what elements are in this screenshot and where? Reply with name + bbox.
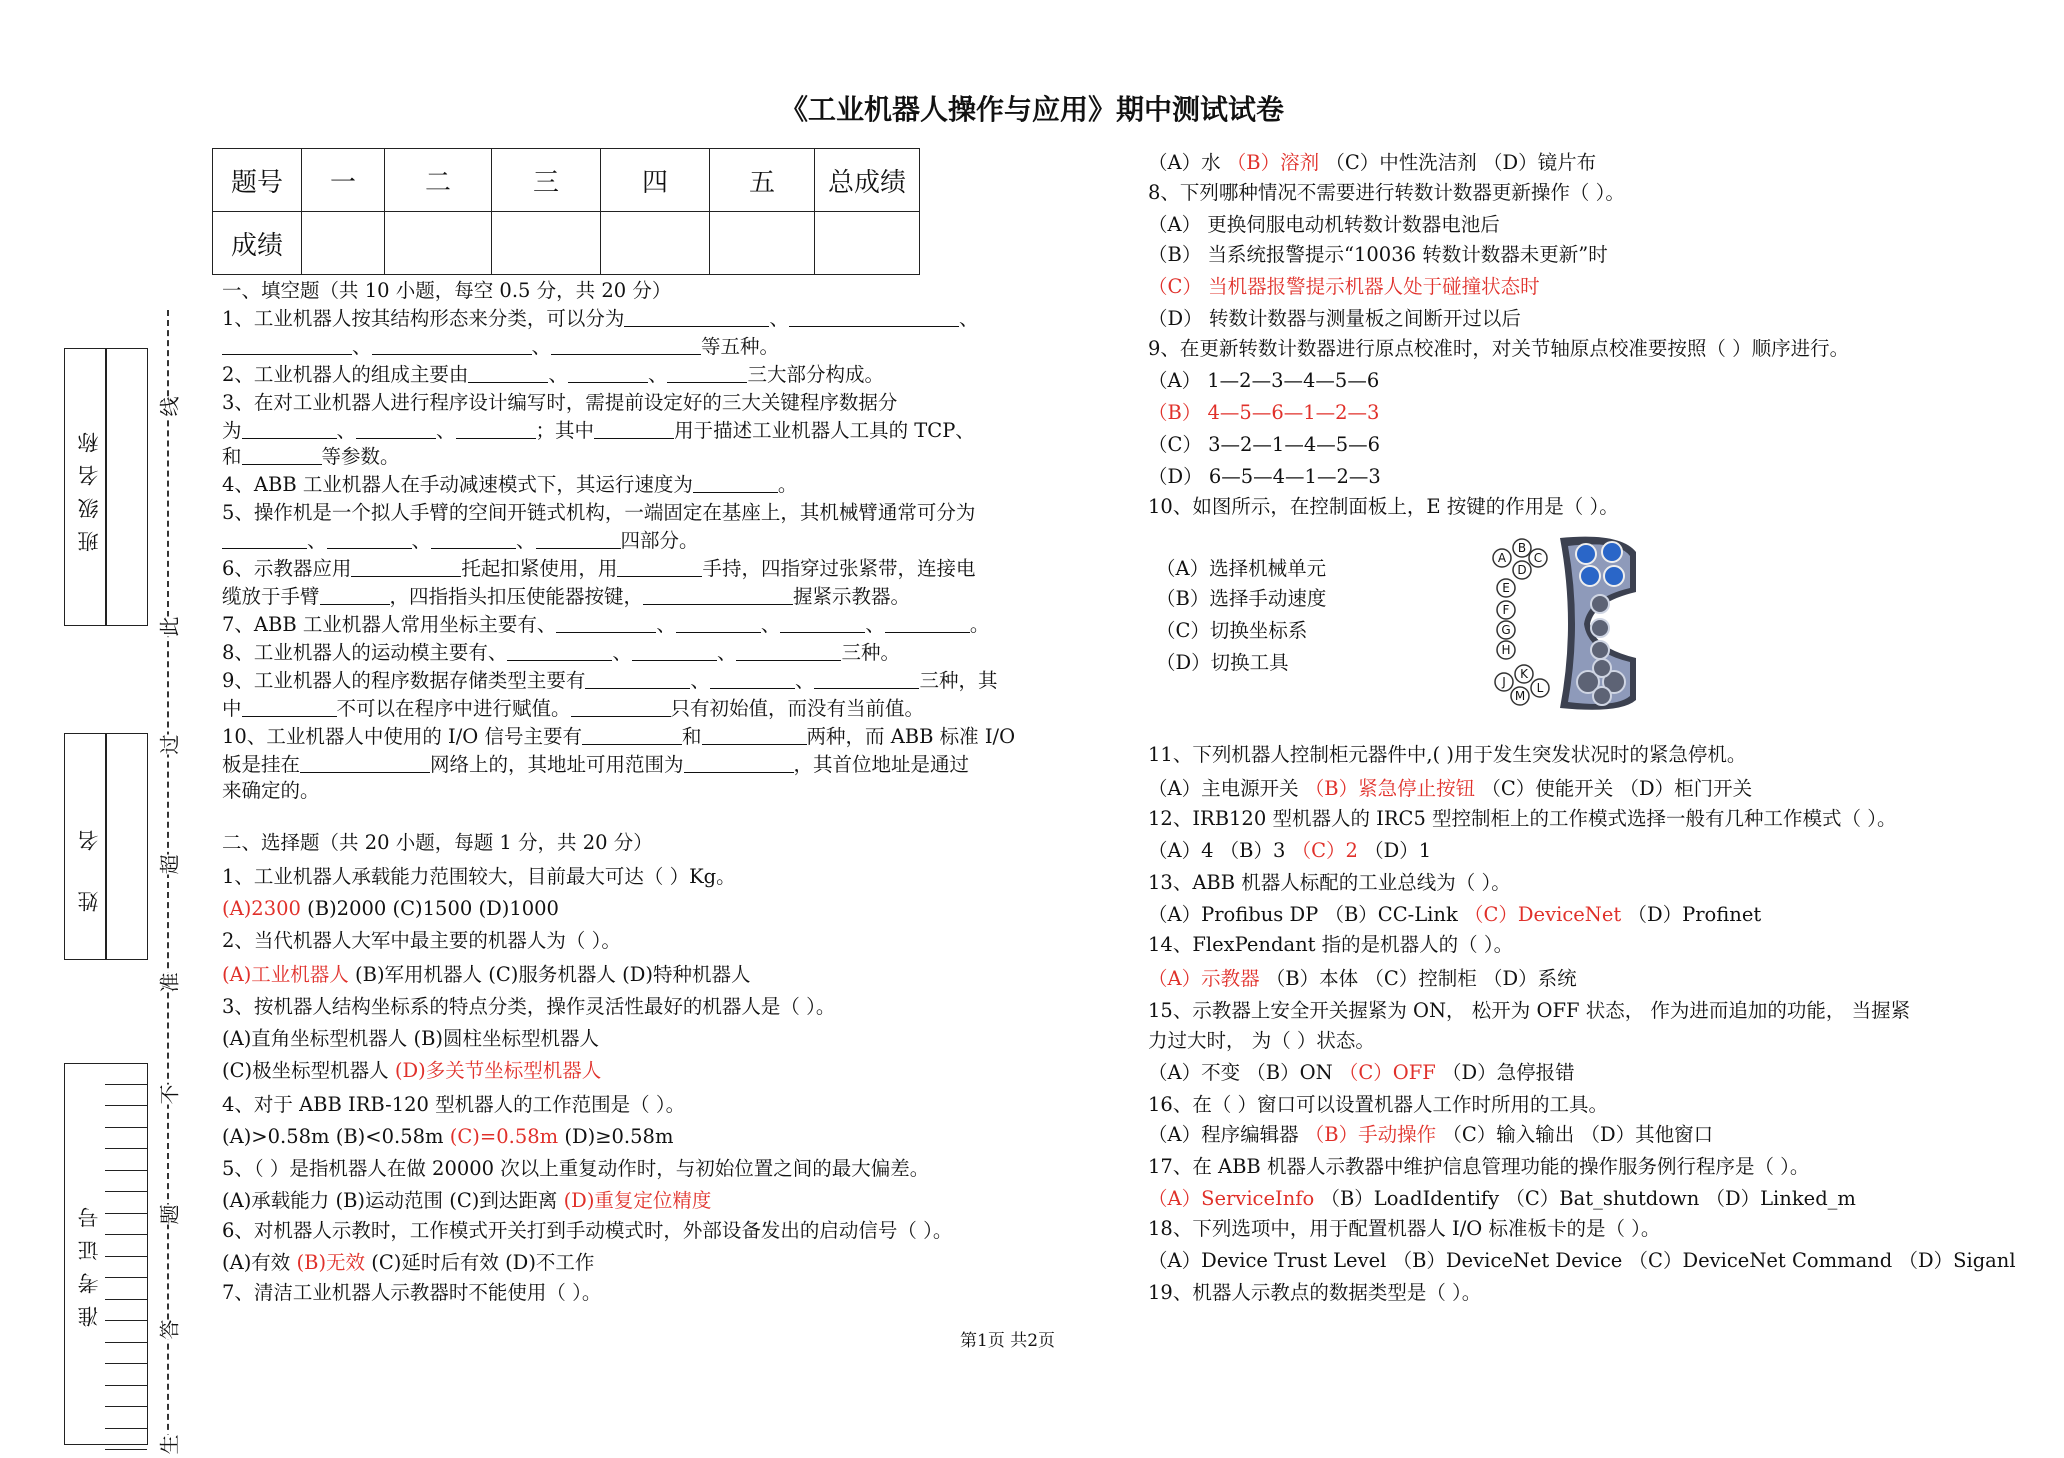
question-text: (A)直角坐标型机器人 (B)圆柱坐标型机器人 — [222, 1027, 600, 1050]
score-table-header-row — [213, 149, 920, 212]
question-text: （A） 1—2—3—4—5—6 — [1148, 369, 1380, 392]
panel-key-label: M — [1514, 689, 1526, 703]
binding-line-char: 生 — [152, 1435, 185, 1455]
text-line — [222, 1218, 952, 1244]
text-line — [222, 640, 900, 666]
fill-blank[interactable] — [242, 696, 337, 717]
text-line — [1148, 1092, 1608, 1118]
question-text: ；其中 — [535, 419, 595, 442]
question-text: 1、工业机器人承载能力范围较大，目前最大可达（ ）Kg。 — [222, 865, 736, 888]
binding-line-char: 不 — [152, 1085, 185, 1105]
answer-text: （C）2 — [1291, 839, 1358, 862]
question-text: 不可以在程序中进行赋值。 — [336, 697, 571, 720]
binding-line-char: 此 — [152, 617, 185, 637]
exam-title: 《工业机器人操作与应用》期中测试试卷 — [779, 93, 1284, 126]
question-text: (A)有效 — [222, 1251, 297, 1274]
fill-blank[interactable] — [431, 528, 516, 549]
name-label: 姓名 — [77, 790, 101, 912]
answer-text: （B）手动操作 — [1304, 1123, 1437, 1146]
exam-id-digit-cell[interactable] — [105, 1343, 147, 1365]
text-line — [222, 752, 969, 778]
question-text: 为 — [222, 419, 242, 442]
text-line — [1148, 274, 1540, 300]
text-line — [222, 778, 320, 804]
question-text: （C）中性洗洁剂 （D）镜片布 — [1319, 151, 1597, 174]
question-text: 2、工业机器人的组成主要由 — [222, 363, 469, 386]
score-header-cell: 三 — [492, 149, 601, 212]
fill-blank[interactable] — [585, 668, 690, 689]
fill-blank[interactable] — [468, 362, 548, 383]
answer-text: (D)重复定位精度 — [563, 1189, 712, 1212]
fill-blank[interactable] — [568, 362, 648, 383]
binding-dashed-line — [167, 310, 169, 1450]
panel-key-label: H — [1501, 643, 1511, 657]
text-line — [1148, 742, 1746, 768]
fill-blank[interactable] — [624, 306, 769, 327]
exam-id-digit-cell[interactable] — [105, 1364, 147, 1386]
text-line — [222, 962, 750, 988]
exam-id-grid — [105, 1063, 147, 1433]
text-line — [222, 418, 975, 444]
panel-key-label: D — [1517, 563, 1527, 577]
text-line — [222, 1124, 673, 1150]
text-line — [222, 390, 897, 416]
question-text: 中 — [222, 697, 242, 720]
answer-text: （B）溶剂 — [1226, 151, 1320, 174]
question-text: 等五种。 — [701, 335, 780, 358]
fill-blank[interactable] — [351, 556, 461, 577]
panel-key-label: J — [1502, 675, 1506, 689]
question-text: 8、下列哪种情况不需要进行转数计数器更新操作（ ）。 — [1148, 181, 1625, 204]
text-line — [1148, 400, 1379, 426]
text-line — [222, 1156, 929, 1182]
question-text: (C)极坐标型机器人 — [222, 1059, 395, 1082]
answer-text: （A）示教器 — [1148, 967, 1260, 990]
text-line — [222, 1058, 601, 1084]
question-text: 6、对机器人示教时，工作模式开关打到手动模式时，外部设备发出的启动信号（ ）。 — [222, 1219, 953, 1242]
exam-id-digit-cell[interactable] — [105, 1085, 147, 1107]
text-line — [1148, 1154, 1809, 1180]
text-line — [1148, 966, 1577, 992]
answer-text: （B） 4—5—6—1—2—3 — [1148, 401, 1380, 424]
score-header-cell: 总成绩 — [815, 149, 920, 212]
text-line — [222, 1026, 599, 1052]
score-cell[interactable] — [385, 212, 492, 275]
text-line — [1148, 368, 1379, 394]
text-line — [1148, 1060, 1575, 1086]
text-line — [222, 994, 835, 1020]
question-text: (B)军用机器人 (C)服务机器人 (D)特种机器人 — [348, 963, 751, 986]
binding-line-char: 过 — [152, 735, 185, 755]
question-text: 、 — [716, 641, 737, 664]
answer-text: （C）OFF — [1338, 1061, 1436, 1084]
question-text: 只有初始值，而没有当前值。 — [670, 697, 925, 720]
question-text: 、 — [516, 529, 536, 552]
question-text: 、 — [612, 641, 632, 664]
text-line — [1148, 1122, 1713, 1148]
question-text: 来确定的。 — [222, 779, 320, 802]
question-text: （A）Profibus DP （B）CC-Link — [1148, 903, 1464, 926]
fill-blank[interactable] — [702, 724, 807, 745]
question-text: ，其首位地址是通过 — [793, 753, 970, 776]
question-text: 10、如图所示，在控制面板上，E 按键的作用是（ ）。 — [1148, 495, 1619, 518]
q10-option: （D）切换工具 — [1156, 651, 1289, 674]
question-text: 板是挂在 — [222, 753, 301, 776]
score-cell[interactable] — [815, 212, 920, 275]
text-line — [222, 556, 975, 582]
question-text: 10、工业机器人中使用的 I/O 信号主要有 — [222, 725, 582, 748]
panel-key-label: F — [1502, 603, 1510, 617]
question-text: 8、工业机器人的运动模主要有、 — [222, 641, 508, 664]
fill-blank[interactable] — [780, 612, 865, 633]
question-text: 13、ABB 机器人标配的工业总线为（ ）。 — [1148, 871, 1511, 894]
question-text: (C)延时后有效 (D)不工作 — [365, 1251, 595, 1274]
text-line — [222, 1188, 711, 1214]
answer-text: (D)多关节坐标型机器人 — [394, 1059, 602, 1082]
question-text: 7、清洁工业机器人示教器时不能使用（ ）。 — [222, 1281, 602, 1304]
question-text: （A）主电源开关 — [1148, 777, 1305, 800]
fill-blank[interactable] — [356, 418, 436, 439]
question-text: （A）程序编辑器 — [1148, 1123, 1305, 1146]
answer-text: （C） 当机器报警提示机器人处于碰撞状态时 — [1148, 275, 1540, 298]
text-line — [222, 1280, 601, 1306]
score-header-cell: 五 — [710, 149, 815, 212]
text-line — [222, 1092, 685, 1118]
text-line — [222, 612, 989, 638]
question-text: （D）1 — [1357, 839, 1432, 862]
question-text: 、 — [690, 669, 710, 692]
fill-blank[interactable] — [222, 334, 352, 355]
question-text: 三大部分构成。 — [747, 363, 884, 386]
question-text: （C）使能开关 （D）柜门开关 — [1475, 777, 1753, 800]
question-text: （D） 转数计数器与测量板之间断开过以后 — [1148, 307, 1521, 330]
binding-line-char: 题 — [152, 1205, 185, 1225]
question-text: 、 — [656, 613, 676, 636]
question-text: 、 — [436, 419, 456, 442]
text-line — [222, 830, 653, 856]
question-text: (B)2000 (C)1500 (D)1000 — [300, 897, 559, 920]
fill-blank[interactable] — [242, 418, 337, 439]
fill-blank[interactable] — [632, 640, 717, 661]
class-name-label: 班级名称 — [77, 420, 101, 552]
question-text: 和 — [222, 445, 242, 468]
question-text: 四部分。 — [620, 529, 699, 552]
exam-id-digit-cell[interactable] — [105, 1214, 147, 1236]
text-line — [222, 896, 559, 922]
panel-key-label: K — [1520, 667, 1528, 681]
text-line — [1148, 870, 1511, 896]
question-text: 14、FlexPendant 指的是机器人的（ ）。 — [1148, 933, 1514, 956]
question-text: 缆放于手臂 — [222, 585, 320, 608]
text-line — [222, 278, 671, 304]
binding-line-char: 超 — [152, 855, 185, 875]
question-text: （A）4 （B）3 — [1148, 839, 1292, 862]
question-text: （C）输入输出 （D）其他窗口 — [1436, 1123, 1714, 1146]
answer-text: (B)无效 — [296, 1251, 366, 1274]
text-line — [222, 362, 884, 388]
exam-id-digit-cell[interactable] — [105, 1278, 147, 1300]
exam-id-digit-cell[interactable] — [105, 1149, 147, 1171]
text-line — [222, 528, 699, 554]
text-line — [1148, 932, 1513, 958]
answer-text: (C)=0.58m — [449, 1125, 559, 1148]
question-text: 网络上的，其地址可用范围为 — [430, 753, 684, 776]
question-text: 握紧示教器。 — [793, 585, 911, 608]
question-text: 、 — [794, 669, 815, 692]
text-line — [1148, 1186, 1856, 1212]
fill-blank[interactable] — [551, 334, 701, 355]
question-text: 17、在 ABB 机器人示教器中维护信息管理功能的操作服务例行程序是（ ）。 — [1148, 1155, 1810, 1178]
question-text: 、 — [958, 307, 979, 330]
text-line — [1148, 1280, 1481, 1306]
answer-text: （A）ServiceInfo — [1148, 1187, 1315, 1210]
score-cell[interactable] — [601, 212, 710, 275]
score-cell[interactable] — [302, 212, 385, 275]
question-text: 三种。 — [841, 641, 900, 664]
text-line — [1148, 1216, 1660, 1242]
binding-line-char: 答 — [152, 1320, 185, 1340]
text-line — [222, 472, 797, 498]
exam-id-digit-cell[interactable] — [105, 1063, 147, 1085]
answer-text: (A)2300 — [222, 897, 301, 920]
score-cell[interactable] — [492, 212, 601, 275]
control-panel-image — [1490, 532, 1640, 714]
fill-blank[interactable] — [684, 752, 794, 773]
text-line — [1148, 464, 1381, 490]
question-text: 用于描述工业机器人工具的 TCP、 — [674, 419, 975, 442]
text-line — [222, 444, 400, 470]
answer-text: (A)工业机器人 — [222, 963, 349, 986]
exam-id-digit-cell[interactable] — [105, 1300, 147, 1322]
question-text: 4、对于 ABB IRB-120 型机器人的工作范围是（ ）。 — [222, 1093, 686, 1116]
question-text: （D）急停报错 — [1435, 1061, 1575, 1084]
question-text: 、 — [411, 529, 432, 552]
score-header-cell: 题号 — [213, 149, 302, 212]
text-line — [1148, 180, 1625, 206]
text-line — [1148, 494, 1619, 520]
exam-id-digit-cell[interactable] — [105, 1429, 147, 1451]
panel-key-label: C — [1533, 551, 1543, 565]
question-text: 9、在更新转数计数器进行原点校准时，对关节轴原点校准要按照（ ）顺序进行。 — [1148, 337, 1850, 360]
question-text: 4、ABB 工业机器人在手动减速模式下，其运行速度为 — [222, 473, 693, 496]
question-text: （B） 当系统报警提示“10036 转数计数器未更新”时 — [1148, 243, 1608, 266]
score-table — [212, 148, 920, 275]
text-line — [222, 696, 924, 722]
question-text: 。 — [777, 473, 798, 496]
question-text: （A） 更换伺服电动机转数计数器电池后 — [1148, 213, 1500, 236]
text-line — [222, 500, 975, 526]
text-line — [1148, 1248, 2016, 1274]
question-text: (D)≥0.58m — [558, 1125, 674, 1148]
panel-key-label: E — [1502, 581, 1510, 595]
question-text: 、 — [352, 335, 372, 358]
text-line — [1148, 150, 1596, 176]
panel-key-label: L — [1536, 681, 1544, 695]
question-text: （B）本体 （C）控制柜 （D）系统 — [1259, 967, 1577, 990]
question-text: 两种，而 ABB 标准 I/O — [806, 725, 1016, 748]
score-table-score-row — [213, 212, 920, 275]
question-text: 一、填空题（共 10 小题，每空 0.5 分，共 20 分） — [222, 279, 672, 302]
fill-blank[interactable] — [222, 528, 307, 549]
question-text: 16、在（ ）窗口可以设置机器人工作时所用的工具。 — [1148, 1093, 1609, 1116]
question-text: 、 — [307, 529, 327, 552]
text-line — [1148, 902, 1761, 928]
text-line — [1148, 776, 1752, 802]
question-text: 9、工业机器人的程序数据存储类型主要有 — [222, 669, 586, 692]
fill-blank[interactable] — [242, 444, 322, 465]
text-line — [1148, 306, 1521, 332]
question-text: 、 — [760, 613, 781, 636]
fill-blank[interactable] — [300, 752, 430, 773]
question-text: 和 — [681, 725, 702, 748]
question-text: 7、ABB 工业机器人常用坐标主要有、 — [222, 613, 557, 636]
fill-blank[interactable] — [582, 724, 682, 745]
text-line — [1148, 998, 1910, 1024]
text-line — [1148, 242, 1608, 268]
question-text: 力过大时， 为（ ）状态。 — [1148, 1029, 1375, 1052]
fill-blank[interactable] — [556, 612, 656, 633]
fill-blank[interactable] — [320, 584, 390, 605]
question-text: 3、按机器人结构坐标系的特点分类，操作灵活性最好的机器人是（ ）。 — [222, 995, 836, 1018]
answer-text: （B）紧急停止按钮 — [1304, 777, 1476, 800]
fill-blank[interactable] — [643, 584, 793, 605]
question-text: （A）Device Trust Level （B）DeviceNet Device （C）DeviceNet Command （D）Siganl — [1148, 1249, 2016, 1272]
text-line — [222, 724, 1015, 750]
question-text: 三种，其 — [919, 669, 998, 692]
exam-id-digit-cell[interactable] — [105, 1128, 147, 1150]
fill-blank[interactable] — [617, 556, 702, 577]
binding-line-char: 准 — [152, 973, 185, 993]
question-text: 18、下列选项中，用于配置机器人 I/O 标准板卡的是（ ）。 — [1148, 1217, 1661, 1240]
question-text: 19、机器人示教点的数据类型是（ ）。 — [1148, 1281, 1482, 1304]
text-line — [222, 928, 621, 954]
question-text: 托起扣紧使用，用 — [461, 557, 618, 580]
exam-id-digit-cell[interactable] — [105, 1407, 147, 1429]
question-text: 5、（ ）是指机器人在做 20000 次以上重复动作时，与初始位置之间的最大偏差。 — [222, 1157, 930, 1180]
binding-line-char: 线 — [152, 397, 185, 417]
answer-text: （C）DeviceNet — [1464, 903, 1622, 926]
text-line — [222, 584, 910, 610]
exam-id-digit-cell[interactable] — [105, 1106, 147, 1128]
question-text: 6、示教器应用 — [222, 557, 352, 580]
fill-blank[interactable] — [327, 528, 412, 549]
text-line — [1148, 336, 1849, 362]
fill-blank[interactable] — [536, 528, 621, 549]
text-line — [1148, 1028, 1375, 1054]
question-text: （B）LoadIdentify （C）Bat_shutdown （D）Linked_m — [1314, 1187, 1856, 1210]
question-text: (A)承载能力 (B)运动范围 (C)到达距离 — [222, 1189, 564, 1212]
exam-id-digit-cell[interactable] — [105, 1321, 147, 1343]
exam-id-label: 准考证号 — [77, 1195, 101, 1327]
fill-blank[interactable] — [693, 472, 778, 493]
question-text: 二、选择题（共 20 小题，每题 1 分，共 20 分） — [222, 831, 653, 854]
fill-blank[interactable] — [814, 668, 919, 689]
text-line — [1148, 212, 1500, 238]
fill-blank[interactable] — [676, 612, 761, 633]
score-header-cell: 二 — [385, 149, 492, 212]
q10-option: （A）选择机械单元 — [1156, 557, 1327, 580]
fill-blank[interactable] — [571, 696, 671, 717]
fill-blank[interactable] — [507, 640, 612, 661]
exam-id-digit-cell[interactable] — [105, 1235, 147, 1257]
fill-blank[interactable] — [594, 418, 674, 439]
question-text: ，四指指头扣压使能器按键， — [389, 585, 644, 608]
exam-id-digit-cell[interactable] — [105, 1257, 147, 1279]
question-text: 手持，四指穿过张紧带，连接电 — [702, 557, 976, 580]
exam-id-digit-cell[interactable] — [105, 1386, 147, 1408]
q10-option: （C）切换坐标系 — [1156, 619, 1308, 642]
exam-id-digit-cell[interactable] — [105, 1171, 147, 1193]
question-text: 、 — [531, 335, 552, 358]
question-text: 11、下列机器人控制柜元器件中,( )用于发生突发状况时的紧急停机。 — [1148, 743, 1747, 766]
fill-blank[interactable] — [667, 362, 747, 383]
question-text: 、 — [548, 363, 568, 386]
question-text: 3、在对工业机器人进行程序设计编写时，需提前设定好的三大关键程序数据分 — [222, 391, 898, 414]
question-text: 、 — [865, 613, 885, 636]
question-text: (A)>0.58m (B)<0.58m — [222, 1125, 450, 1148]
text-line — [222, 334, 779, 360]
score-header-cell: 一 — [302, 149, 385, 212]
panel-key-label: A — [1497, 551, 1507, 565]
text-line — [222, 1250, 594, 1276]
question-text: 等参数。 — [321, 445, 400, 468]
text-line — [1148, 838, 1431, 864]
question-text: 12、IRB120 型机器人的 IRC5 型控制柜上的工作模式选择一般有几种工作模式（ ）。 — [1148, 807, 1897, 830]
question-text: （A）水 — [1148, 151, 1227, 174]
question-text: 5、操作机是一个拟人手臂的空间开链式机构，一端固定在基座上，其机械臂通常可分为 — [222, 501, 976, 524]
fill-blank[interactable] — [456, 418, 536, 439]
text-line — [222, 864, 736, 890]
exam-id-digit-cell[interactable] — [105, 1192, 147, 1214]
score-row-label: 成绩 — [213, 212, 302, 275]
question-text: 、 — [769, 307, 789, 330]
panel-key-label: B — [1517, 541, 1527, 555]
question-text: （D）Profinet — [1621, 903, 1762, 926]
page-footer: 第1页 共2页 — [960, 1331, 1056, 1351]
question-text: （C） 3—2—1—4—5—6 — [1148, 433, 1381, 456]
fill-blank[interactable] — [372, 334, 532, 355]
question-text: 。 — [969, 613, 990, 636]
fill-blank[interactable] — [736, 640, 841, 661]
fill-blank[interactable] — [710, 668, 795, 689]
text-line — [222, 668, 997, 694]
text-line — [1148, 432, 1380, 458]
question-text: 2、当代机器人大军中最主要的机器人为（ ）。 — [222, 929, 621, 952]
score-header-cell: 四 — [601, 149, 710, 212]
q10-option: （B）选择手动速度 — [1156, 587, 1327, 610]
text-line — [1148, 806, 1897, 832]
question-text: 、 — [336, 419, 357, 442]
question-text: （A）不变 （B）ON — [1148, 1061, 1339, 1084]
question-text: 1、工业机器人按其结构形态来分类，可以分为 — [222, 307, 625, 330]
question-text: （D） 6—5—4—1—2—3 — [1148, 465, 1381, 488]
question-text: 、 — [647, 363, 668, 386]
fill-blank[interactable] — [885, 612, 970, 633]
question-text: 15、示教器上安全开关握紧为 ON， 松开为 OFF 状态， 作为进而追加的功能， 当握紧 — [1148, 999, 1911, 1022]
text-line — [222, 306, 978, 332]
score-cell[interactable] — [710, 212, 815, 275]
fill-blank[interactable] — [789, 306, 959, 327]
panel-key-label: G — [1501, 623, 1511, 637]
